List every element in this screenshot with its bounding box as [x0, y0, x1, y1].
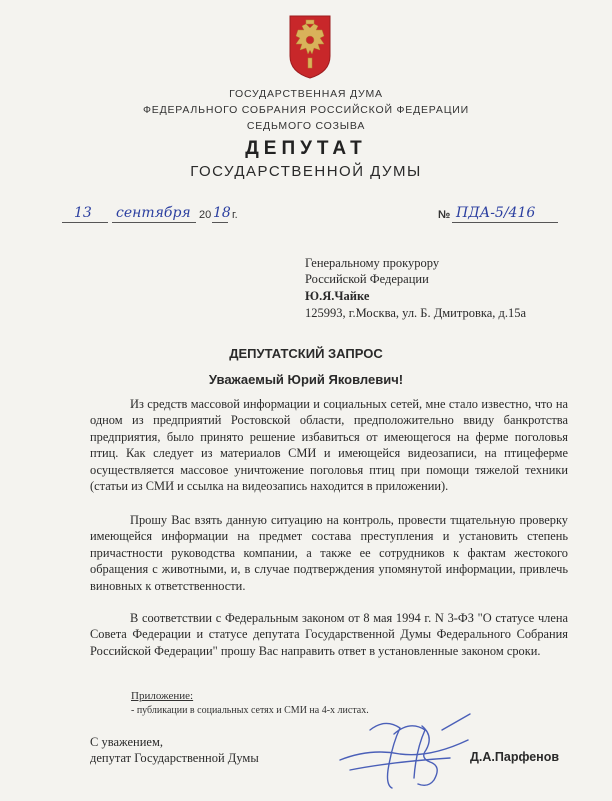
date-month: сентября	[116, 205, 191, 221]
closing-regards: С уважением,	[90, 735, 163, 749]
number-underline	[452, 222, 558, 223]
body-paragraph-3: В соответствии с Федеральным законом от 8 мая 1994 г. N 3-ФЗ "О статусе члена Совета Федерации и статусе депутата Государственной Думы Федерального Собрания Российской Федерации" прошу Вас направить ответ в установленные законом сроки.	[90, 611, 568, 658]
letter-body-2	[90, 512, 568, 594]
number-label: №	[438, 209, 451, 221]
letter-body	[90, 396, 568, 494]
request-title: ДЕПУТАТСКИЙ ЗАПРОС	[229, 346, 383, 361]
attachment-item: - публикации в социальных сетях и СМИ на 4-х листах.	[131, 705, 369, 716]
date-year-suffix: 18	[213, 205, 231, 221]
date-year-underline	[212, 222, 228, 223]
date-year-prefix: 20	[199, 209, 212, 221]
org-line-federal-assembly: ФЕДЕРАЛЬНОГО СОБРАНИЯ РОССИЙСКОЙ ФЕДЕРАЦИИ	[143, 104, 469, 116]
org-line-duma: ГОСУДАРСТВЕННАЯ ДУМА	[229, 88, 383, 100]
document-title: ДЕПУТАТ	[245, 138, 367, 159]
body-paragraph-1: Из средств массовой информации и социальных сетей, мне стало известно, что на одном из предприятий Ростовской области, предположительно ввиду банкротства предприятия, было принято решение избавиться от имеющегося на ферме поголовья птиц. Как следует из материалов СМИ и имеющейся видеозаписи, на птицеферме осуществляется массовое уничтожение поголовья птиц при помощи тяжелой техники (статьи из СМИ и ссылка на видеозапись находится в приложении).	[90, 397, 568, 494]
body-paragraph-2: Прошу Вас взять данную ситуацию на контроль, провести тщательную проверку имеющейся информации на предмет состава преступления и установить степень причастности руководства компании, а также ее сотрудников к фактам жестокого обращения с животными, и, в случае подтверждения упомянутой информации, привлечь виновных к ответственности.	[90, 513, 568, 593]
handwritten-signature	[330, 700, 480, 795]
signer-name: Д.А.Парфенов	[470, 750, 560, 764]
number-value: ПДА-5/416	[456, 205, 536, 221]
attachment-heading: Приложение:	[131, 690, 194, 702]
closing-position: депутат Государственной Думы	[90, 751, 259, 765]
addressee-country: Российской Федерации	[305, 272, 429, 286]
date-year-unit: г.	[232, 209, 238, 221]
org-line-convocation: СЕДЬМОГО СОЗЫВА	[246, 120, 366, 132]
date-day-underline	[62, 222, 108, 223]
date-day: 13	[74, 205, 92, 221]
addressee-name: Ю.Я.Чайке	[305, 289, 370, 303]
date-month-underline	[112, 222, 196, 223]
document-subtitle: ГОСУДАРСТВЕННОЙ ДУМЫ	[190, 163, 422, 180]
letter-body-3	[90, 610, 568, 659]
coat-of-arms-emblem	[288, 14, 332, 80]
salutation: Уважаемый Юрий Яковлевич!	[208, 372, 404, 387]
addressee-position: Генеральному прокурору	[305, 256, 440, 270]
addressee-address: 125993, г.Москва, ул. Б. Дмитровка, д.15а	[305, 306, 527, 320]
